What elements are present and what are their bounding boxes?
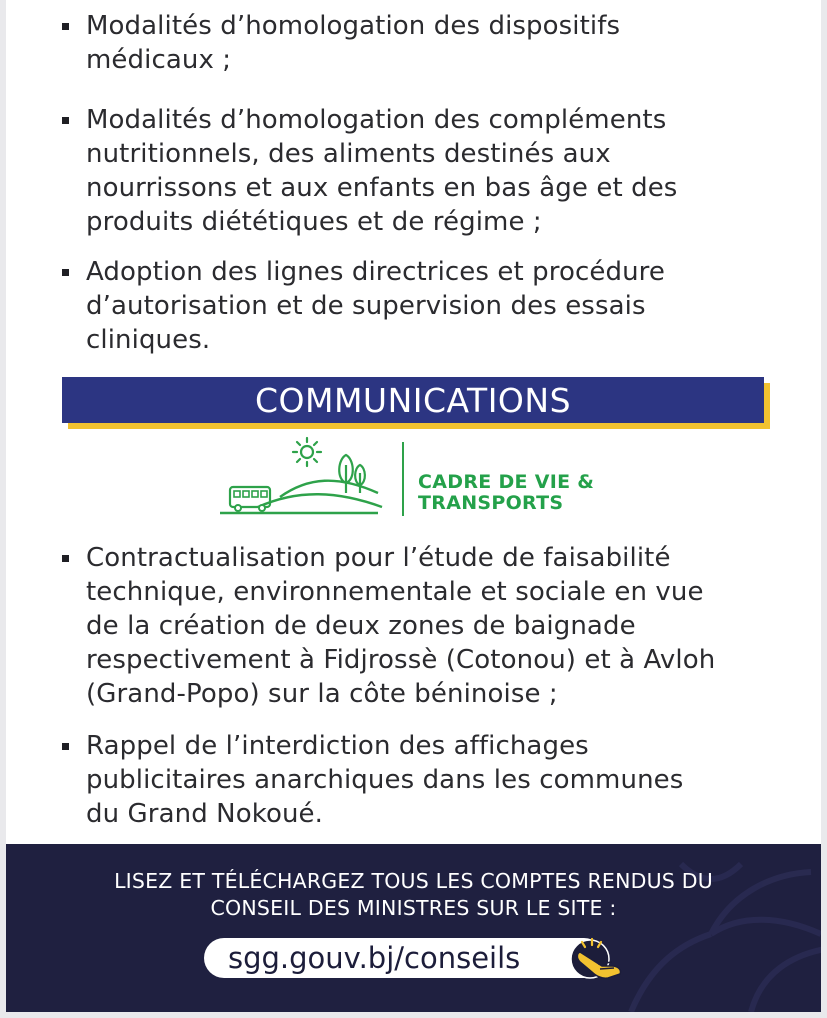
list-item-line: d’autorisation et de supervision des essais: [86, 291, 646, 321]
list-item-line: Modalités d’homologation des compléments: [86, 105, 667, 135]
bullet-square-icon: [62, 555, 69, 562]
list-item-line: Contractualisation pour l’étude de faisabilité: [86, 543, 671, 573]
bullet-square-icon: [62, 269, 69, 276]
section-banner: [62, 377, 764, 423]
footer-text-line: CONSEIL DES MINISTRES SUR LE SITE :: [210, 896, 617, 920]
footer-banner: [6, 844, 821, 1012]
category-label-line: TRANSPORTS: [418, 492, 564, 514]
footer-text-line: LISEZ ET TÉLÉCHARGEZ TOUS LES COMPTES RENDUS DU: [114, 869, 713, 893]
category-label-line: CADRE DE VIE &: [418, 471, 595, 493]
list-item: [6, 103, 821, 239]
list-item-line: Rappel de l’interdiction des affichages: [86, 731, 589, 761]
bullet-square-icon: [62, 23, 69, 30]
category-label: [418, 472, 594, 514]
website-link[interactable]: [204, 938, 604, 978]
list-item-line: nutritionnels, des aliments destinés aux: [86, 139, 611, 169]
list-item: [6, 255, 821, 357]
list-item-line: du Grand Nokoué.: [86, 799, 323, 829]
hand-pointer-icon[interactable]: [568, 936, 630, 982]
list-item-line: technique, environnementale et sociale en vue: [86, 577, 704, 607]
decision-list-bottom: [6, 541, 821, 831]
list-item-line: Modalités d’homologation des dispositifs: [86, 11, 621, 41]
bus-landscape-icon: [218, 435, 388, 517]
logo-divider: [402, 442, 404, 516]
list-item-line: médicaux ;: [86, 45, 232, 75]
website-url[interactable]: sgg.gouv.bj/conseils: [228, 941, 521, 975]
section-title: COMMUNICATIONS: [254, 380, 572, 420]
list-item: [6, 541, 821, 711]
list-item-line: produits diététiques et de régime ;: [86, 207, 542, 237]
list-item-line: nourrissons et aux enfants en bas âge et des: [86, 173, 678, 203]
bullet-square-icon: [62, 117, 69, 124]
document-page: [6, 0, 821, 1012]
list-item-line: de la création de deux zones de baignade: [86, 611, 636, 641]
list-item-line: Adoption des lignes directrices et procédure: [86, 257, 665, 287]
list-item-line: respectivement à Fidjrossè (Cotonou) et à Avloh: [86, 645, 716, 675]
bullet-square-icon: [62, 743, 69, 750]
list-item-line: cliniques.: [86, 325, 211, 355]
list-item: [6, 729, 821, 831]
decision-list-top: [6, 9, 821, 357]
list-item-line: (Grand-Popo) sur la côte béninoise ;: [86, 679, 558, 709]
list-item: [6, 9, 821, 77]
list-item-line: publicitaires anarchiques dans les communes: [86, 765, 684, 795]
